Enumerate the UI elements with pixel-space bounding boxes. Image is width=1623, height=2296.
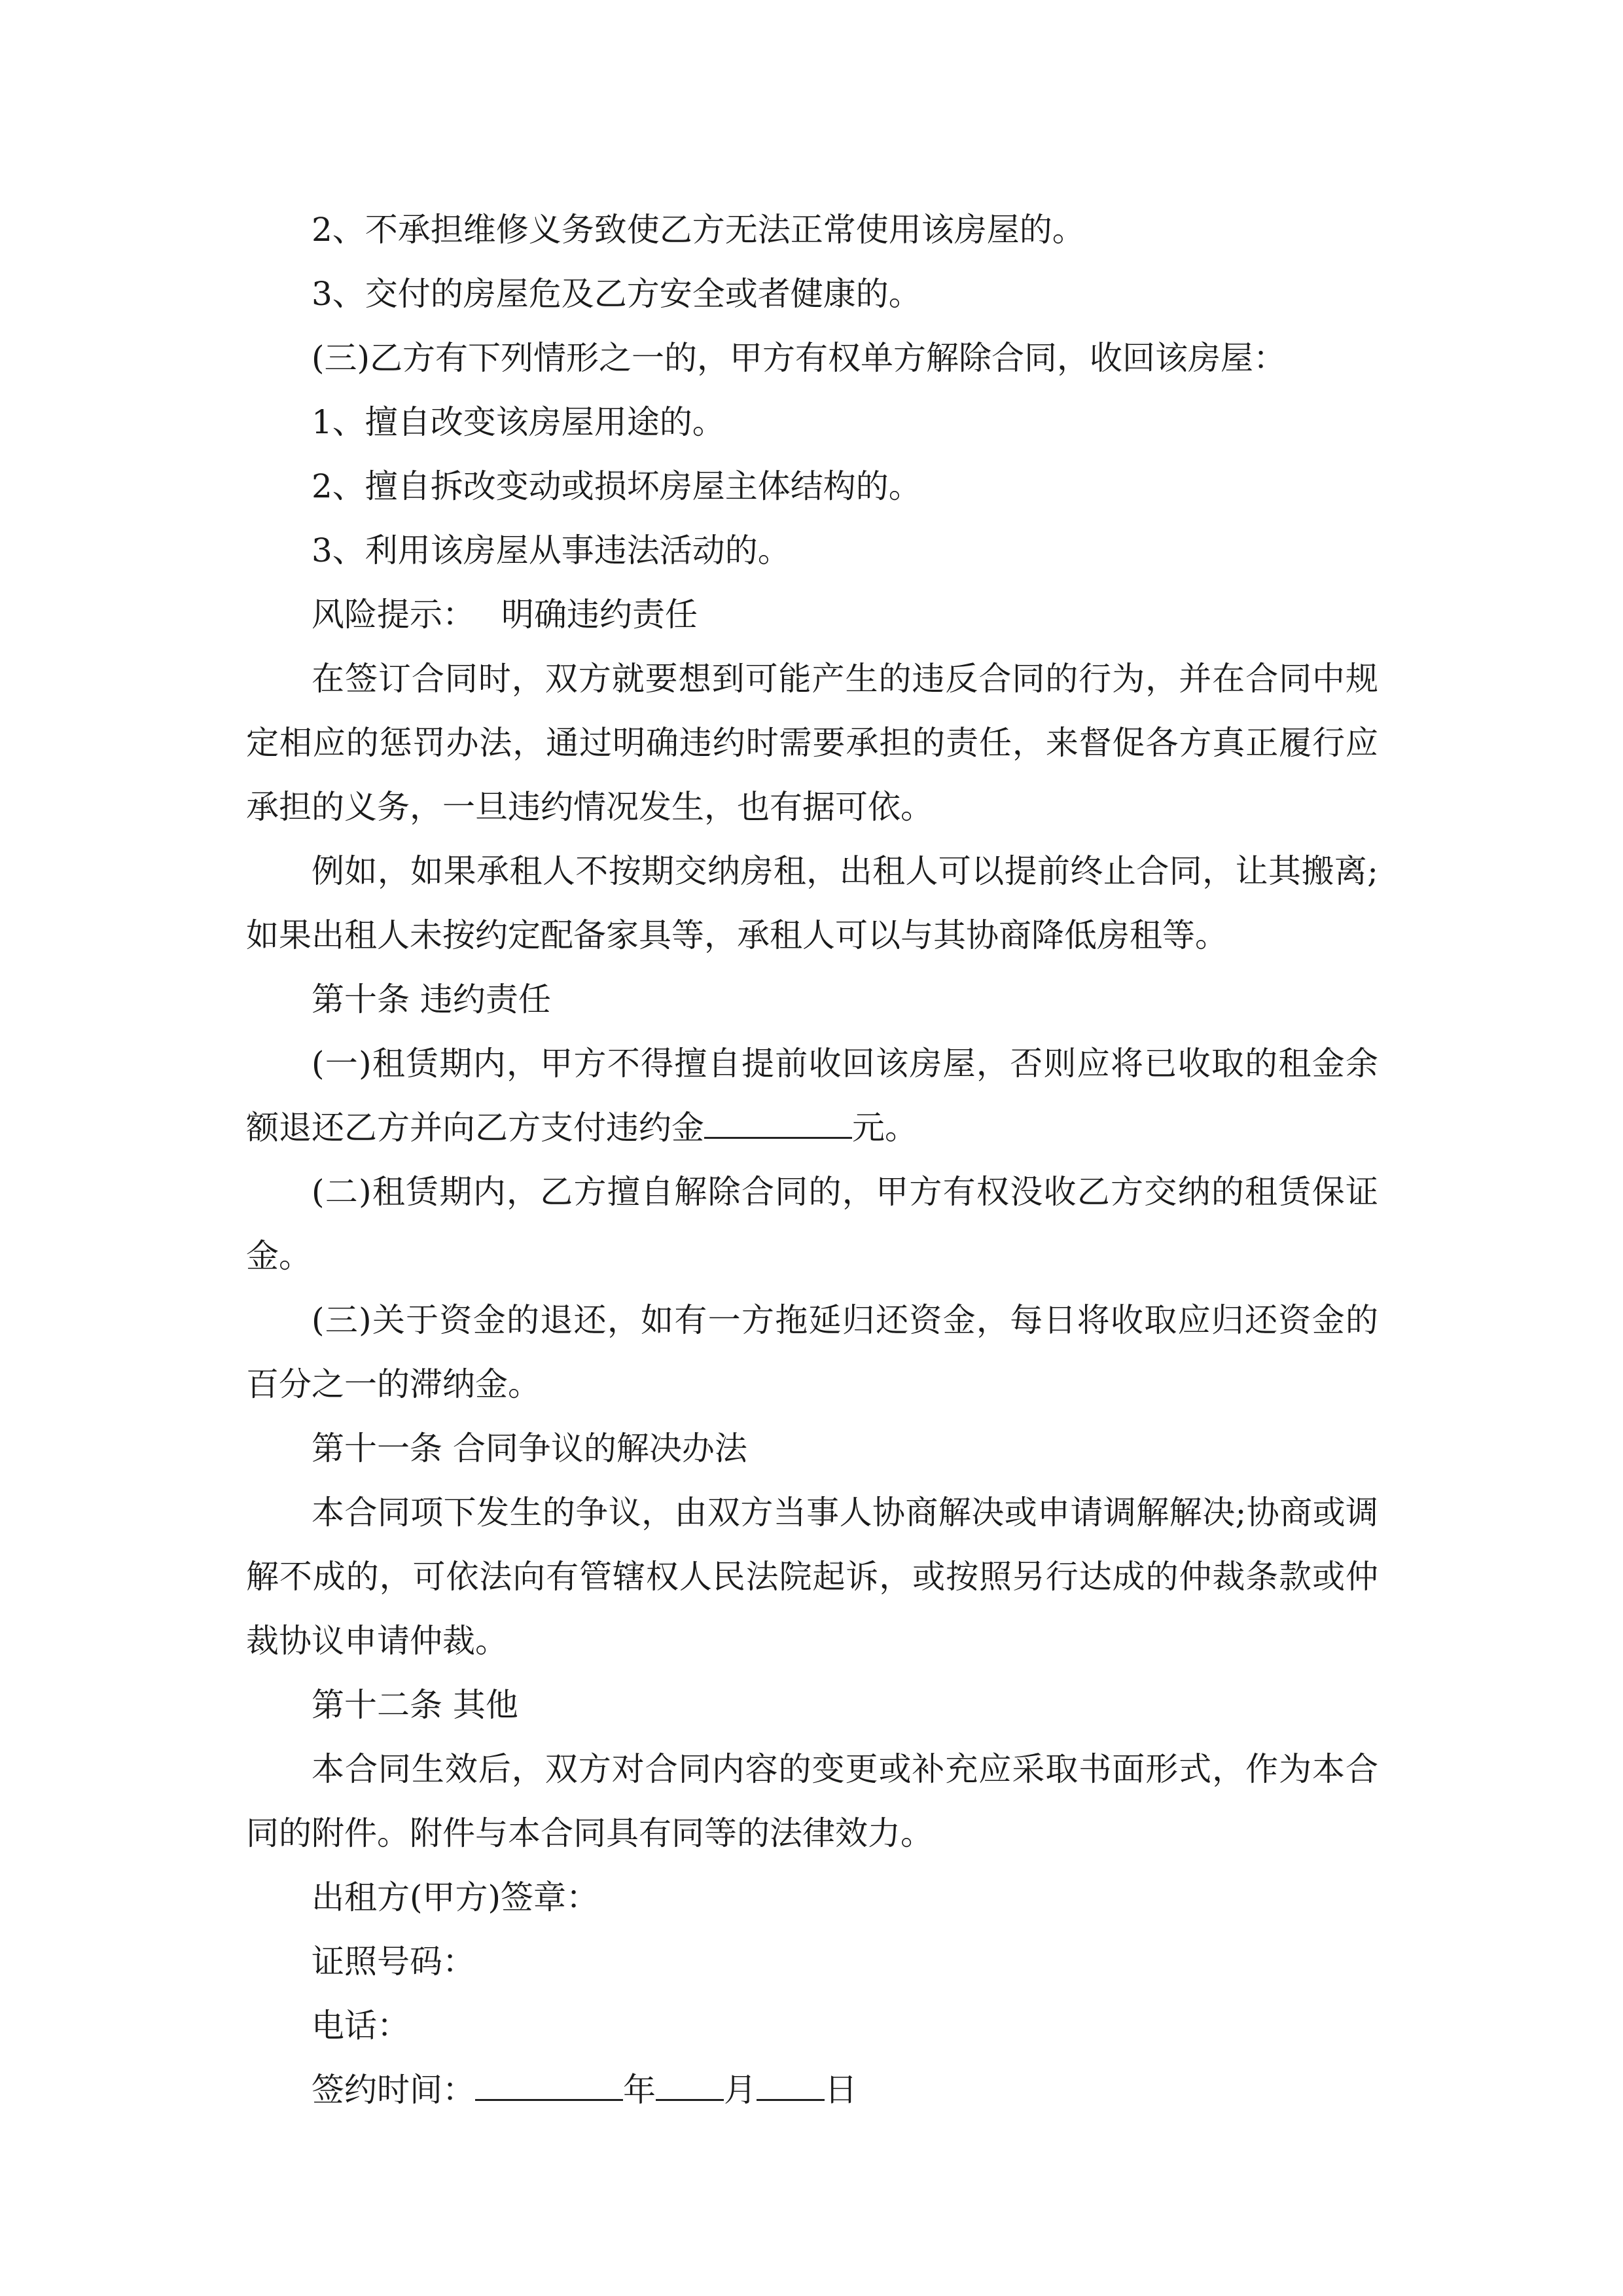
clause-line-4: 1、擅自改变该房屋用途的。 xyxy=(312,403,725,441)
article-11-title: 第十一条 合同争议的解决办法 xyxy=(312,1429,747,1467)
year-label: 年 xyxy=(623,2071,656,2109)
sign-date-label: 签约时间： xyxy=(312,2071,475,2109)
clause-line-2: 3、交付的房屋危及乙方安全或者健康的。 xyxy=(312,275,921,313)
clause-line-1: 2、不承担维修义务致使乙方无法正常使用该房屋的。 xyxy=(312,211,1085,249)
phone-line: 电话： xyxy=(312,2007,410,2045)
id-number-line: 证照号码： xyxy=(312,1943,475,1981)
risk-paragraph-1: 在签订合同时，双方就要想到可能产生的违反合同的行为，并在合同中规定相应的惩罚办法，通过明确违约时需要承担的责任，来督促各方真正履行应承担的义务，一旦违约情况发生，也有据可依。 xyxy=(246,660,1378,826)
risk-label: 风险提示： xyxy=(312,596,475,634)
day-blank[interactable] xyxy=(757,2065,825,2101)
article-11-body: 本合同项下发生的争议，由双方当事人协商解决或申请调解解决;协商或调解不成的，可依法向有管辖权人民法院起诉，或按照另行达成的仲裁条款或仲裁协议申请仲裁。 xyxy=(246,1494,1378,1660)
article-10-item-3: (三)关于资金的退还，如有一方拖延归还资金，每日将收取应归还资金的百分之一的滞纳金。 xyxy=(246,1301,1378,1403)
article-12-title: 第十二条 其他 xyxy=(312,1686,518,1724)
penalty-amount-blank[interactable] xyxy=(704,1103,852,1139)
month-label: 月 xyxy=(724,2071,757,2109)
article-10-item-2: (二)租赁期内，乙方擅自解除合同的，甲方有权没收乙方交纳的租赁保证金。 xyxy=(246,1173,1378,1275)
day-label: 日 xyxy=(825,2071,857,2109)
clause-line-6: 3、利用该房屋从事违法活动的。 xyxy=(312,531,791,569)
article-12-body: 本合同生效后，双方对合同内容的变更或补充应采取书面形式，作为本合同的附件。附件与本合同具有同等的法律效力。 xyxy=(246,1750,1378,1852)
clause-line-5: 2、擅自拆改变动或损坏房屋主体结构的。 xyxy=(312,467,921,505)
article-10-item-1-text: (一)租赁期内，甲方不得擅自提前收回该房屋，否则应将已收取的租金余额退还乙方并向乙方支付违约金 xyxy=(246,1045,1378,1147)
sign-date-line xyxy=(246,2058,1378,2122)
risk-paragraph-2: 例如，如果承租人不按期交纳房租，出租人可以提前终止合同，让其搬离;如果出租人未按约定配备家具等，承租人可以与其协商降低房租等。 xyxy=(246,852,1378,954)
clause-line-3: (三)乙方有下列情形之一的，甲方有权单方解除合同，收回该房屋： xyxy=(312,339,1287,377)
month-blank[interactable] xyxy=(656,2065,724,2101)
risk-heading xyxy=(246,583,1378,647)
article-10-item-1-unit: 元。 xyxy=(852,1109,918,1147)
risk-title: 明确违约责任 xyxy=(501,596,698,634)
lessor-signature-line: 出租方(甲方)签章： xyxy=(312,1878,599,1916)
article-10-title: 第十条 违约责任 xyxy=(312,980,551,1018)
article-10-item-1 xyxy=(246,1031,1378,1160)
document-body xyxy=(246,198,1378,2122)
year-blank[interactable] xyxy=(475,2065,623,2101)
